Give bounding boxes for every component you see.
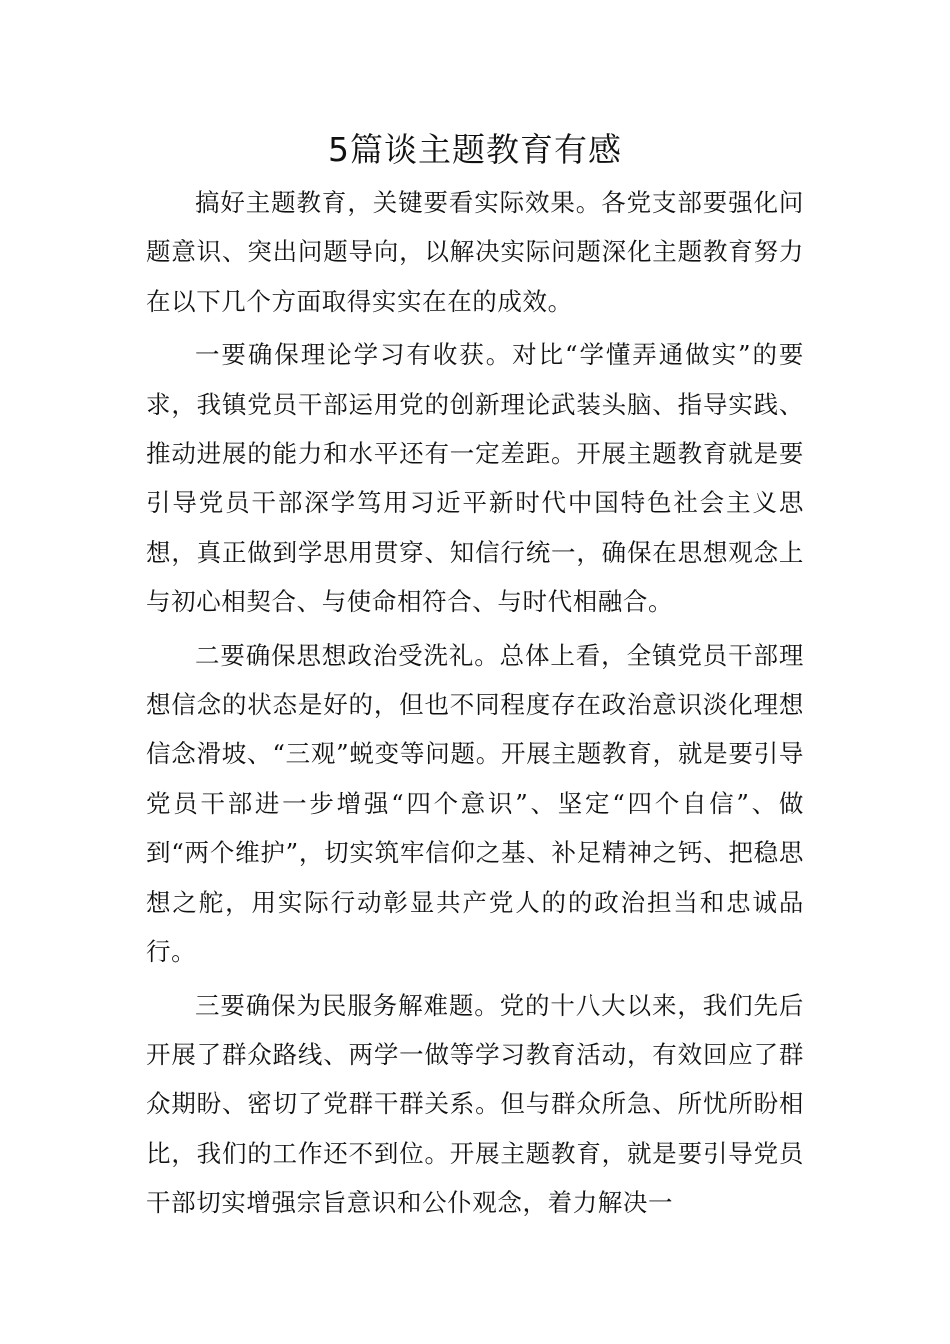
document-body	[146, 178, 804, 1232]
paragraph-serve-people: 三要确保为民服务解难题。党的十八大以来，我们先后开展了群众路线、两学一做等学习教育活动，有效回应了群众期盼、密切了党群干群关系。但与群众所急、所忧所盼相比，我们的工作还不到位。开展主题教育，就是要引导党员干部切实增强宗旨意识和公仆观念，着力解决一	[146, 990, 804, 1218]
paragraph-theory-study: 一要确保理论学习有收获。对比“学懂弄通做实”的要求，我镇党员干部运用党的创新理论武装头脑、指导实践、推动进展的能力和水平还有一定差距。开展主题教育就是要引导党员干部深学笃用习近平新时代中国特色社会主义思想，真正做到学思用贯穿、知信行统一，确保在思想观念上与初心相契合、与使命相符合、与时代相融合。	[146, 340, 804, 617]
paragraph-intro: 搞好主题教育，关键要看实际效果。各党支部要强化问题意识、突出问题导向，以解决实际问题深化主题教育努力在以下几个方面取得实实在在的成效。	[146, 188, 804, 316]
paragraph-political-thought: 二要确保思想政治受洗礼。总体上看，全镇党员干部理想信念的状态是好的，但也不同程度存在政治意识淡化理想信念滑坡、“三观”蜕变等问题。开展主题教育，就是要引导党员干部进一步增强“四个意识”、坚定“四个自信”、做到“两个维护”，切实筑牢信仰之基、补足精神之钙、把稳思想之舵，用实际行动彰显共产党人的的政治担当和忠诚品行。	[146, 640, 804, 967]
document-title: 5篇谈主题教育有感	[328, 130, 622, 169]
